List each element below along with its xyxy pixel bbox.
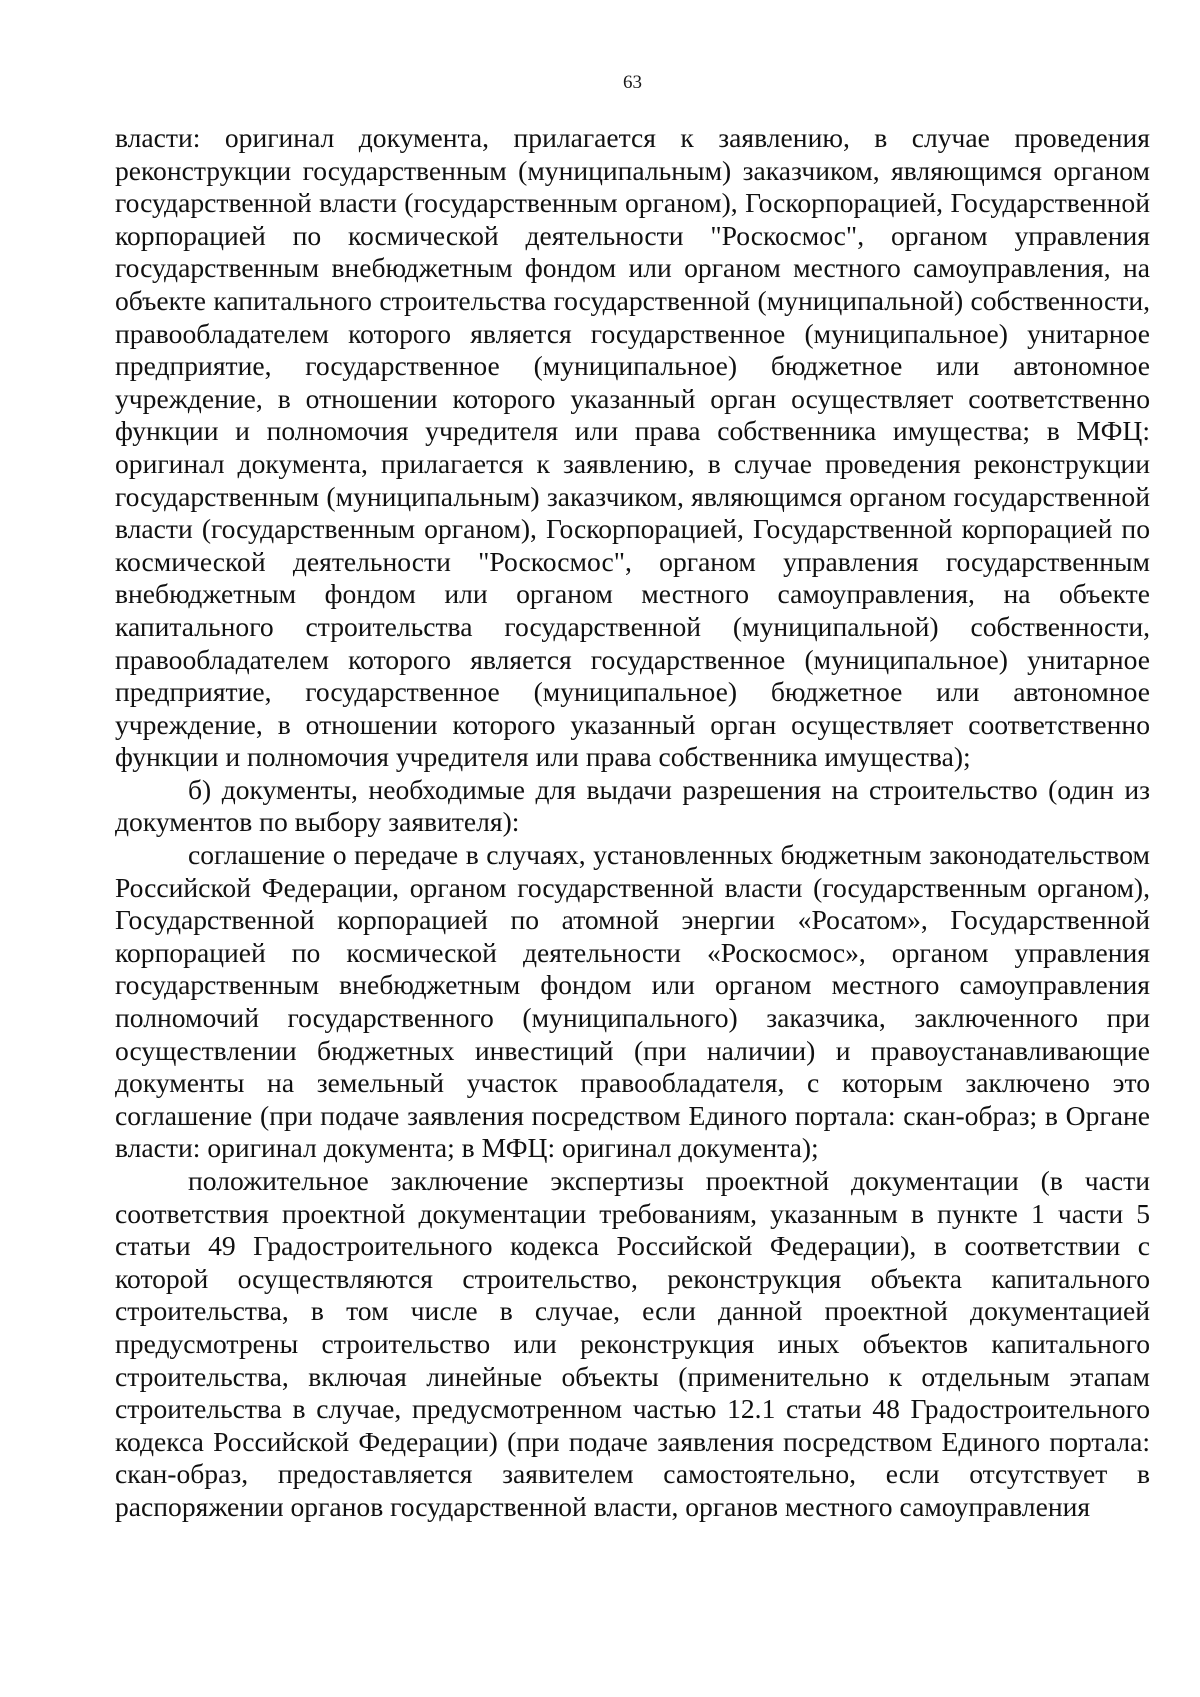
page-number: 63 (623, 72, 642, 93)
paragraph-2: б) документы, необходимые для выдачи разрешения на строительство (один из документов по выбору заявителя): (115, 773, 1150, 838)
paragraph-3: соглашение о передаче в случаях, установленных бюджетным законодательством Российской Федерации, органом государственной власти (государственным органом), Государственной корпорацией по атомной энергии «Росатом», Государственной корпорацией по космической деятельности «Роскосмос», органом управления государственным внебюджетным фондом или органом местного самоуправления полномочий государственного (муниципального) заказчика, заключенного при осуществлении бюджетных инвестиций (при наличии) и правоустанавливающие документы на земельный участок правообладателя, с которым заключено это соглашение (при подаче заявления посредством Единого портала: скан-образ; в Органе власти: оригинал документа; в МФЦ: оригинал документа); (115, 839, 1150, 1164)
paragraph-4: положительное заключение экспертизы проектной документации (в части соответствия проектной документации требованиям, указанным в пункте 1 части 5 статьи 49 Градостроительного кодекса Российской Федерации), в соответствии с которой осуществляются строительство, реконструкция объекта капитального строительства, в том числе в случае, если данной проектной документацией предусмотрены строительство или реконструкция иных объектов капитального строительства, включая линейные объекты (применительно к отдельным этапам строительства в случае, предусмотренном частью 12.1 статьи 48 Градостроительного кодекса Российской Федерации) (при подаче заявления посредством Единого портала: скан-образ, предоставляется заявителем самостоятельно, если отсутствует в распоряжении органов государственной власти, органов местного самоуправления (115, 1165, 1150, 1522)
document-body (115, 122, 1150, 1524)
paragraph-1: власти: оригинал документа, прилагается к заявлению, в случае проведения реконструкции государственным (муниципальным) заказчиком, являющимся органом государственной власти (государственным органом), Госкорпорацией, Государственной корпорацией по космической деятельности "Роскосмос", органом управления государственным внебюджетным фондом или органом местного самоуправления, на объекте капитального строительства государственной (муниципальной) собственности, правообладателем которого является государственное (муниципальное) унитарное предприятие, государственное (муниципальное) бюджетное или автономное учреждение, в отношении которого указанный орган осуществляет соответственно функции и полномочия учредителя или права собственника имущества; в МФЦ: оригинал документа, прилагается к заявлению, в случае проведения реконструкции государственным (муниципальным) заказчиком, являющимся органом государственной власти (государственным органом), Госкорпорацией, Государственной корпорацией по космической деятельности "Роскосмос", органом управления государственным внебюджетным фондом или органом местного самоуправления, на объекте капитального строительства государственной (муниципальной) собственности, правообладателем которого является государственное (муниципальное) унитарное предприятие, государственное (муниципальное) бюджетное или автономное учреждение, в отношении которого указанный орган осуществляет соответственно функции и полномочия учредителя или права собственника имущества); (115, 122, 1150, 773)
